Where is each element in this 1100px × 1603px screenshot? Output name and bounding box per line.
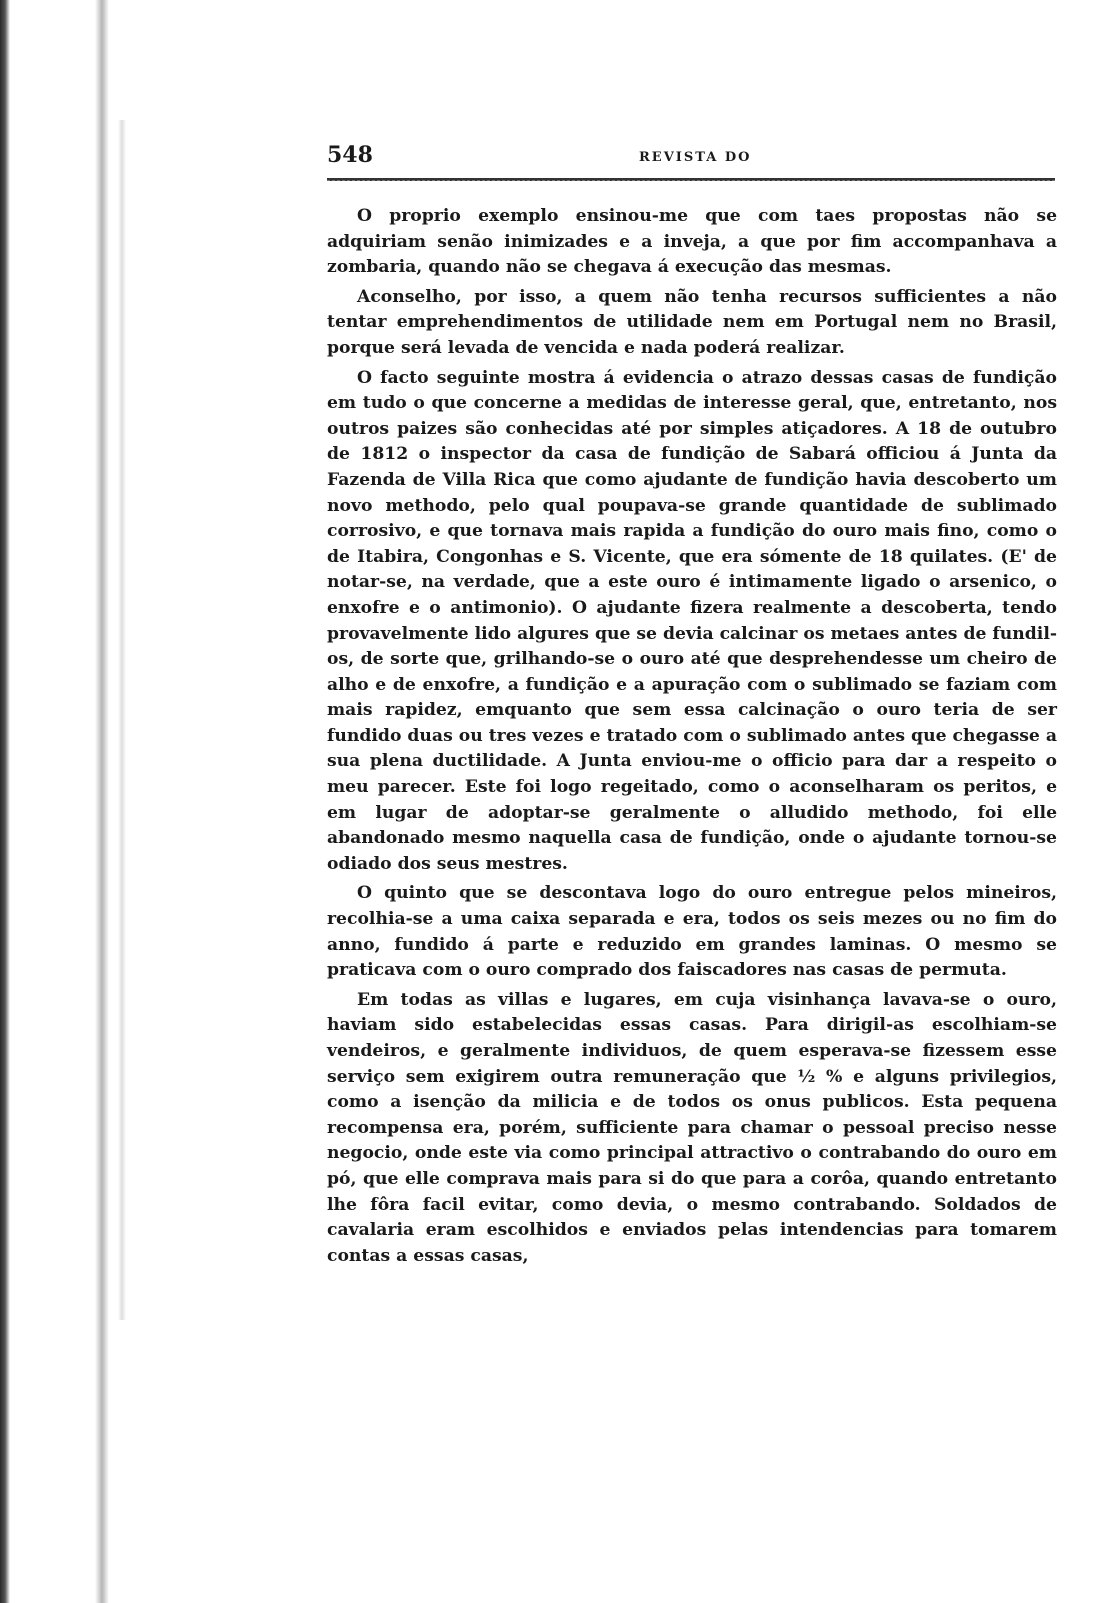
page-gutter-shadow: [95, 0, 109, 1603]
page-header: [327, 138, 1057, 178]
page-gutter-shadow-secondary: [118, 120, 126, 1320]
body-text: [327, 204, 1057, 1269]
paragraph: O facto seguinte mostra á evidencia o atrazo dessas casas de fundição em tudo o que concerne a medidas de interesse geral, que, entretanto, nos outros paizes são conhecidas até por simples atiçadores. A 18 de outubro de 1812 o inspector da casa de fundição de Sabará officiou á Junta da Fazenda de Villa Rica que como ajudante de fundição havia descoberto um novo methodo, pelo qual poupava-se grande quantidade de sublimado corrosivo, e que tornava mais rapida a fundição do ouro mais fino, como o de Itabira, Congonhas e S. Vicente, que era sómente de 18 quilates. (E' de notar-se, na verdade, que a este ouro é intimamente ligado o arsenico, o enxofre e o antimonio). O ajudante fizera realmente a descoberta, tendo provavelmente lido algures que se devia calcinar os metaes antes de fundil-os, de sorte que, grilhando-se o ouro até que desprehendesse um cheiro de alho e de enxofre, a fundição e a apuração com o sublimado se faziam com mais rapidez, emquanto que sem essa calcinação o ouro teria de ser fundido duas ou tres vezes e tratado com o sublimado antes que chegasse a sua plena ductilidade. A Junta enviou-me o officio para dar a respeito o meu parecer. Este foi logo regeitado, como o aconselharam os peritos, e em lugar de adoptar-se geralmente o alludido methodo, foi elle abandonado mesmo naquella casa de fundição, onde o ajudante tornou-se odiado dos seus mestres.: [327, 367, 1057, 874]
paragraph: Aconselho, por isso, a quem não tenha recursos sufficientes a não tentar emprehendimentos de utilidade nem em Portugal nem no Brasil, porque será levada de vencida e nada poderá realizar.: [327, 286, 1057, 358]
page-number: 548: [327, 142, 373, 168]
paragraph: O quinto que se descontava logo do ouro entregue pelos mineiros, recolhia-se a uma caixa separada e era, todos os seis mezes ou no fim do anno, fundido á parte e reduzido em grandes laminas. O mesmo se praticava com o ouro comprado dos faiscadores nas casas de permuta.: [327, 883, 1057, 981]
header-rule: [327, 178, 1055, 181]
paragraph: O proprio exemplo ensinou-me que com taes propostas não se adquiriam senão inimizades e a inveja, a que por fim accompanhava a zombaria, quando não se chegava á execução das mesmas.: [327, 206, 1057, 278]
book-page: [327, 138, 1057, 1273]
paragraph: Em todas as villas e lugares, em cuja visinhança lavava-se o ouro, haviam sido estabelecidas essas casas. Para dirigil-as escolhiam-se vendeiros, e geralmente individuos, de quem esperava-se fizessem esse serviço sem exigirem outra remuneração que ½ % e alguns privilegios, como a isenção da milicia e de todos os onus publicos. Esta pequena recompensa era, porém, sufficiente para chamar o pessoal preciso nesse negocio, onde este via como principal attractivo o contrabando do ouro em pó, que elle comprava mais para si do que para a corôa, quando entretanto lhe fôra facil evitar, como devia, o mesmo contrabando. Soldados de cavalaria eram escolhidos e enviados pelas intendencias para tomarem contas a essas casas,: [327, 989, 1057, 1266]
running-head: REVISTA DO: [639, 150, 752, 165]
book-spine-edge: [0, 0, 10, 1603]
